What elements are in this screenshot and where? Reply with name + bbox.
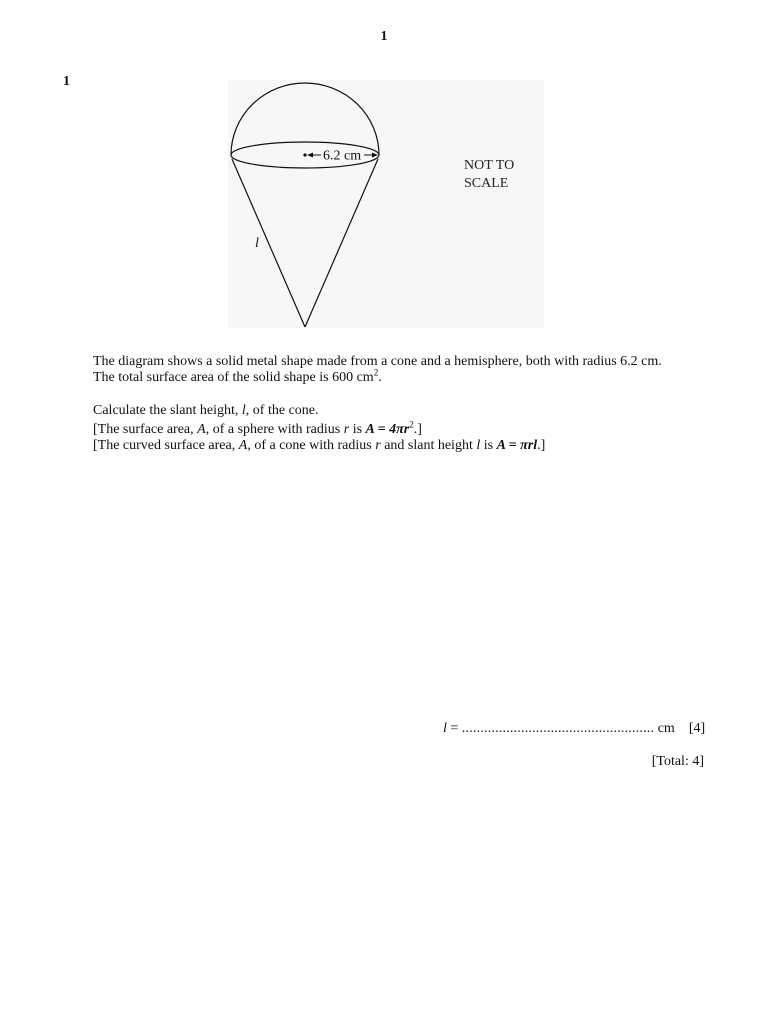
cone-right-side xyxy=(305,159,378,327)
answer-line[interactable]: l = .................................................... cm [4] xyxy=(443,721,706,736)
radius-label: 6.2 cm xyxy=(323,148,362,164)
cone-formula: A = πrl xyxy=(496,438,538,453)
cone-hemisphere-diagram xyxy=(228,80,544,328)
cone-left-side xyxy=(232,159,305,327)
page-number: 1 xyxy=(380,29,388,44)
radius-arrowhead-right xyxy=(372,153,378,158)
sphere-formula-hint: [The surface area, A, of a sphere with radius r is $A = 4\pi r^2$.] xyxy=(93,419,422,437)
hemisphere-arc xyxy=(231,83,379,155)
scale-note-line-2: SCALE xyxy=(464,176,509,191)
not-to-scale-note xyxy=(464,157,514,193)
radius-arrowhead-left xyxy=(307,153,313,158)
question-text-line-1: The diagram shows a solid metal shape made from a cone and a hemisphere, both with radius 6.2 cm. xyxy=(93,354,662,369)
centre-point xyxy=(303,153,306,156)
answer-marks: [4] xyxy=(688,721,706,736)
question-number: 1 xyxy=(63,74,70,89)
total-marks: [Total: 4] xyxy=(651,754,704,769)
answer-blank[interactable]: .................................................... xyxy=(461,721,655,736)
answer-variable: l xyxy=(443,721,447,736)
sphere-formula: A = 4πr xyxy=(365,422,410,437)
slant-label: l xyxy=(255,236,259,251)
answer-unit: cm xyxy=(657,721,675,736)
scale-note-line-1: NOT TO xyxy=(464,158,515,173)
question-text-line-2: The total surface area of the solid shape is 600 $cm^2$. xyxy=(93,367,382,385)
cone-formula-hint: [The curved surface area, A, of a cone with radius r and slant height l is A = πrl.] xyxy=(93,438,546,453)
instruction-line: Calculate the slant height, l, of the cone. xyxy=(93,403,319,418)
